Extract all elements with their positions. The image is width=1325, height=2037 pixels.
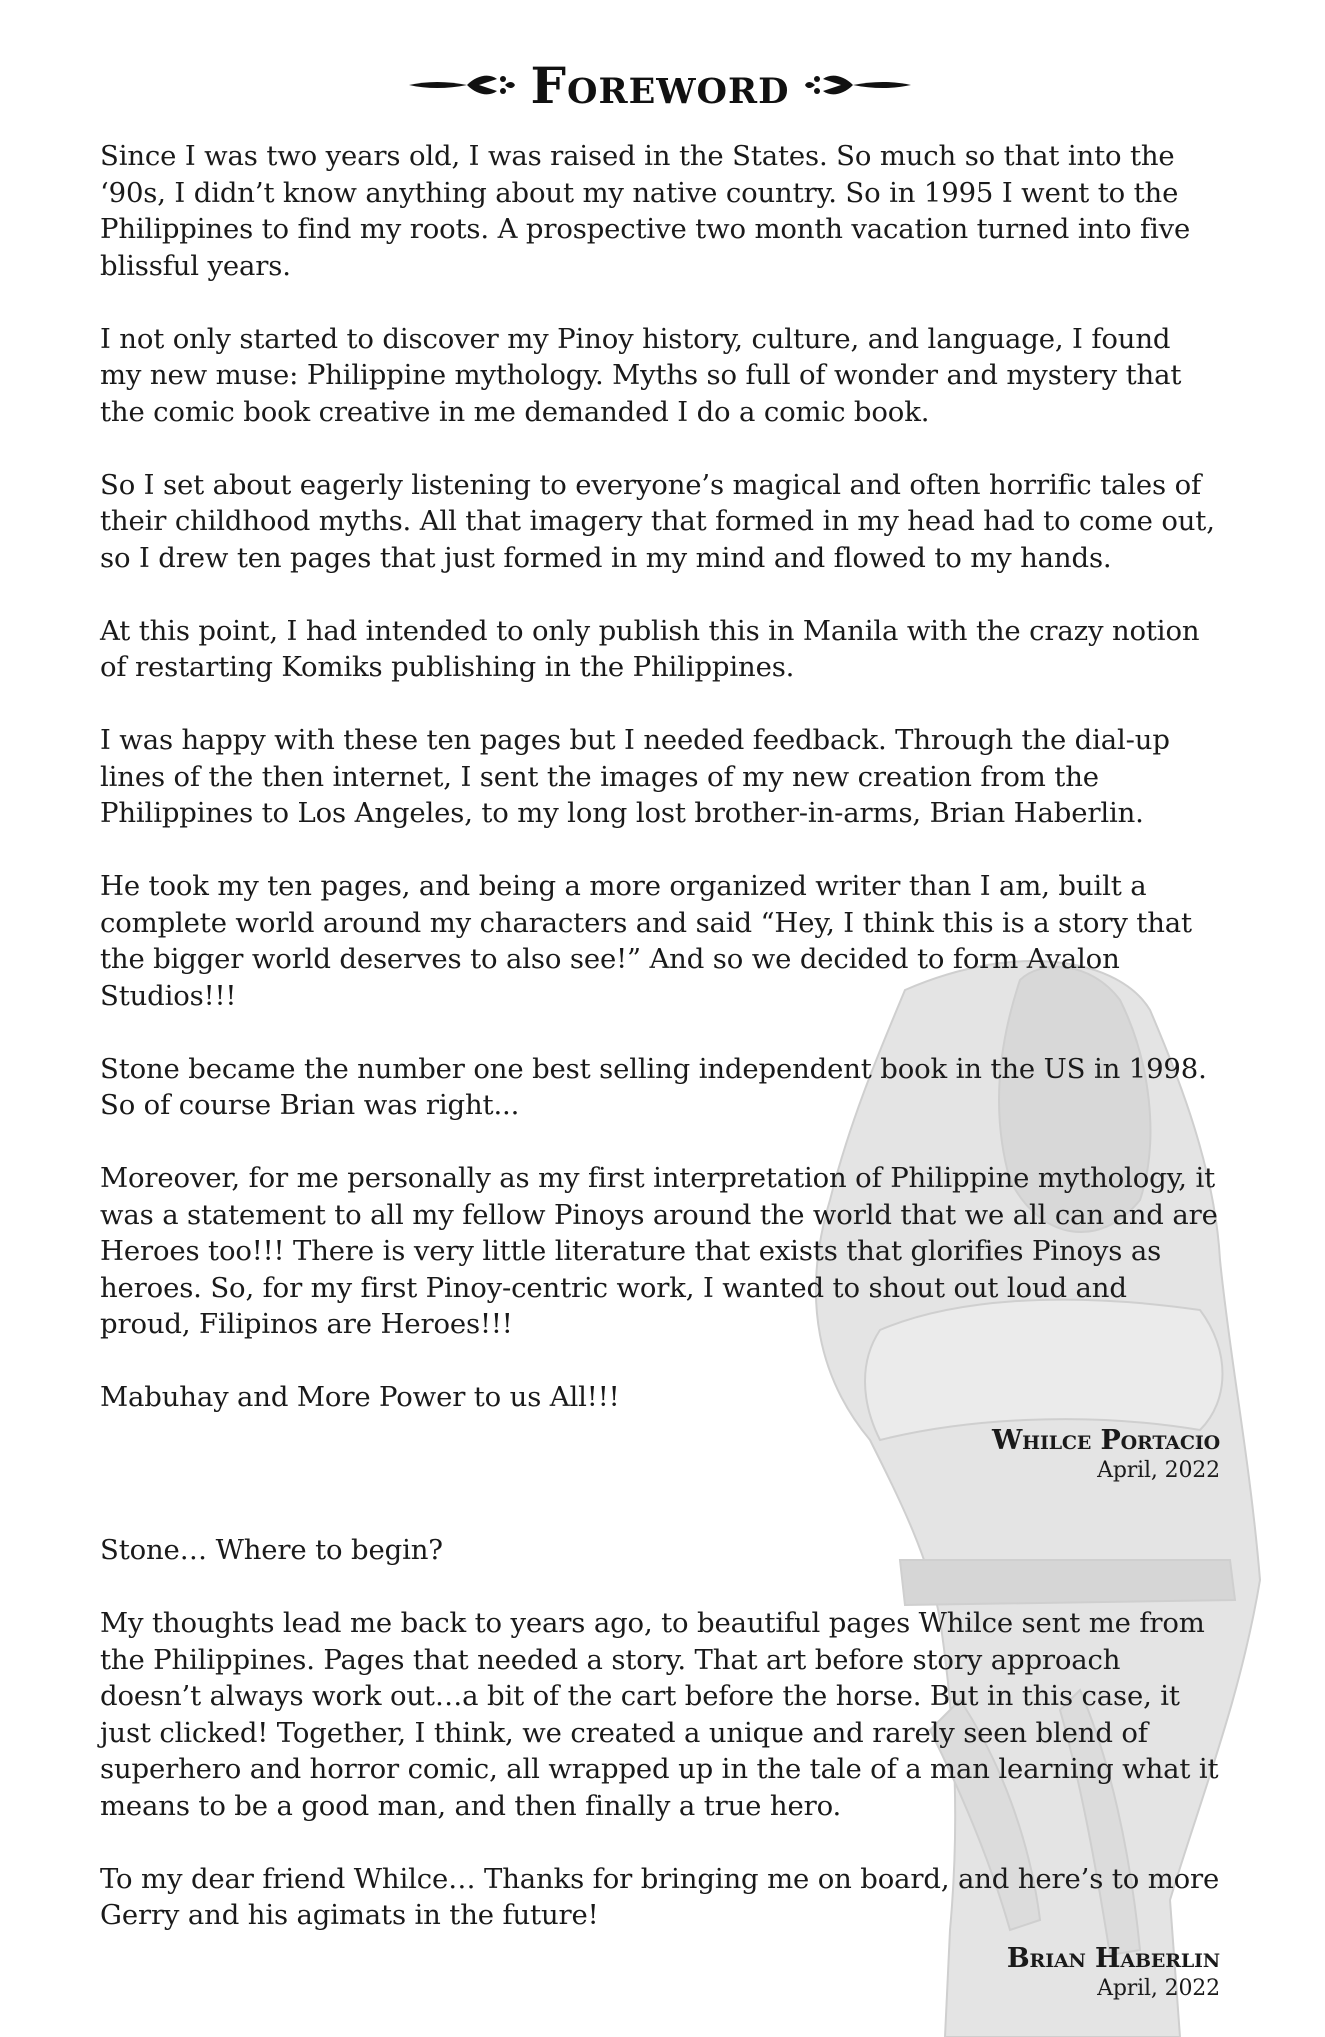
left-flourish-icon xyxy=(407,67,517,103)
signature-date: April, 2022 xyxy=(1097,1976,1220,2001)
paragraph: Stone… Where to begin? xyxy=(100,1534,443,1566)
signature-block xyxy=(100,1426,1220,1486)
signature-name: Whilce Portacio xyxy=(992,1425,1220,1456)
signature-name: Brian Haberlin xyxy=(1006,1943,1220,1974)
paragraph: I not only started to discover my Pinoy history, culture, and language, I found my new muse: Philippine mythology. Myths so full of wonder and mystery that the comic book creative in me demanded I do a comic book. xyxy=(100,322,1182,428)
paragraph: Stone became the number one best selling independent book in the US in 1998. So of course Brian was right... xyxy=(100,1052,1207,1121)
paragraph: I was happy with these ten pages but I needed feedback. Through the dial-up lines of the then internet, I sent the images of my new creation from the Philippines to Los Angeles, to my long lost brother-in-arms, Brian Haberlin. xyxy=(100,724,1170,829)
page-title: Foreword xyxy=(530,55,790,115)
paragraph: Mabuhay and More Power to us All!!! xyxy=(100,1381,620,1413)
foreword-body xyxy=(100,138,1220,2004)
paragraph: Since I was two years old, I was raised in the States. So much so that into the ‘90s, I didn’t know anything about my native country. So in 1995 I went to the Philippines to find my roots. A prospective two month vacation turned into five blissful years. xyxy=(100,140,1191,282)
paragraph: Moreover, for me personally as my first interpretation of Philippine mythology, it was a statement to all my fellow Pinoys around the world that we all can and are Heroes too!!! There is very little literature that exists that glorifies Pinoys as heroes. So, for my first Pinoy-centric work, I wanted to shout out loud and proud, Filipinos are Heroes!!! xyxy=(100,1162,1218,1340)
heading xyxy=(100,50,1220,120)
signature-block xyxy=(100,1944,1220,2004)
paragraph: To my dear friend Whilce… Thanks for bringing me on board, and here’s to more Gerry and his agimats in the future! xyxy=(100,1862,1220,1931)
paragraph: So I set about eagerly listening to everyone’s magical and often horrific tales of their childhood myths. All that imagery that formed in my head had to come out, so I drew ten pages that just formed in my mind and flowed to my hands. xyxy=(100,468,1215,574)
paragraph: My thoughts lead me back to years ago, to beautiful pages Whilce sent me from the Philippines. Pages that needed a story. That art before story approach doesn’t always work out…a bit of the cart before the horse. But in this case, it just clicked! Together, I think, we created a unique and rarely seen blend of superhero and horror comic, all wrapped up in the tale of a man learning what it means to be a good man, and then finally a true hero. xyxy=(100,1607,1219,1822)
signature-date: April, 2022 xyxy=(1097,1458,1220,1483)
paragraph: He took my ten pages, and being a more organized writer than I am, built a complete world around my characters and said “Hey, I think this is a story that the bigger world deserves to also see!” And so we decided to form Avalon Studios!!! xyxy=(100,870,1192,1012)
paragraph: At this point, I had intended to only publish this in Manila with the crazy notion of restarting Komiks publishing in the Philippines. xyxy=(100,614,1200,683)
right-flourish-icon xyxy=(803,67,913,103)
